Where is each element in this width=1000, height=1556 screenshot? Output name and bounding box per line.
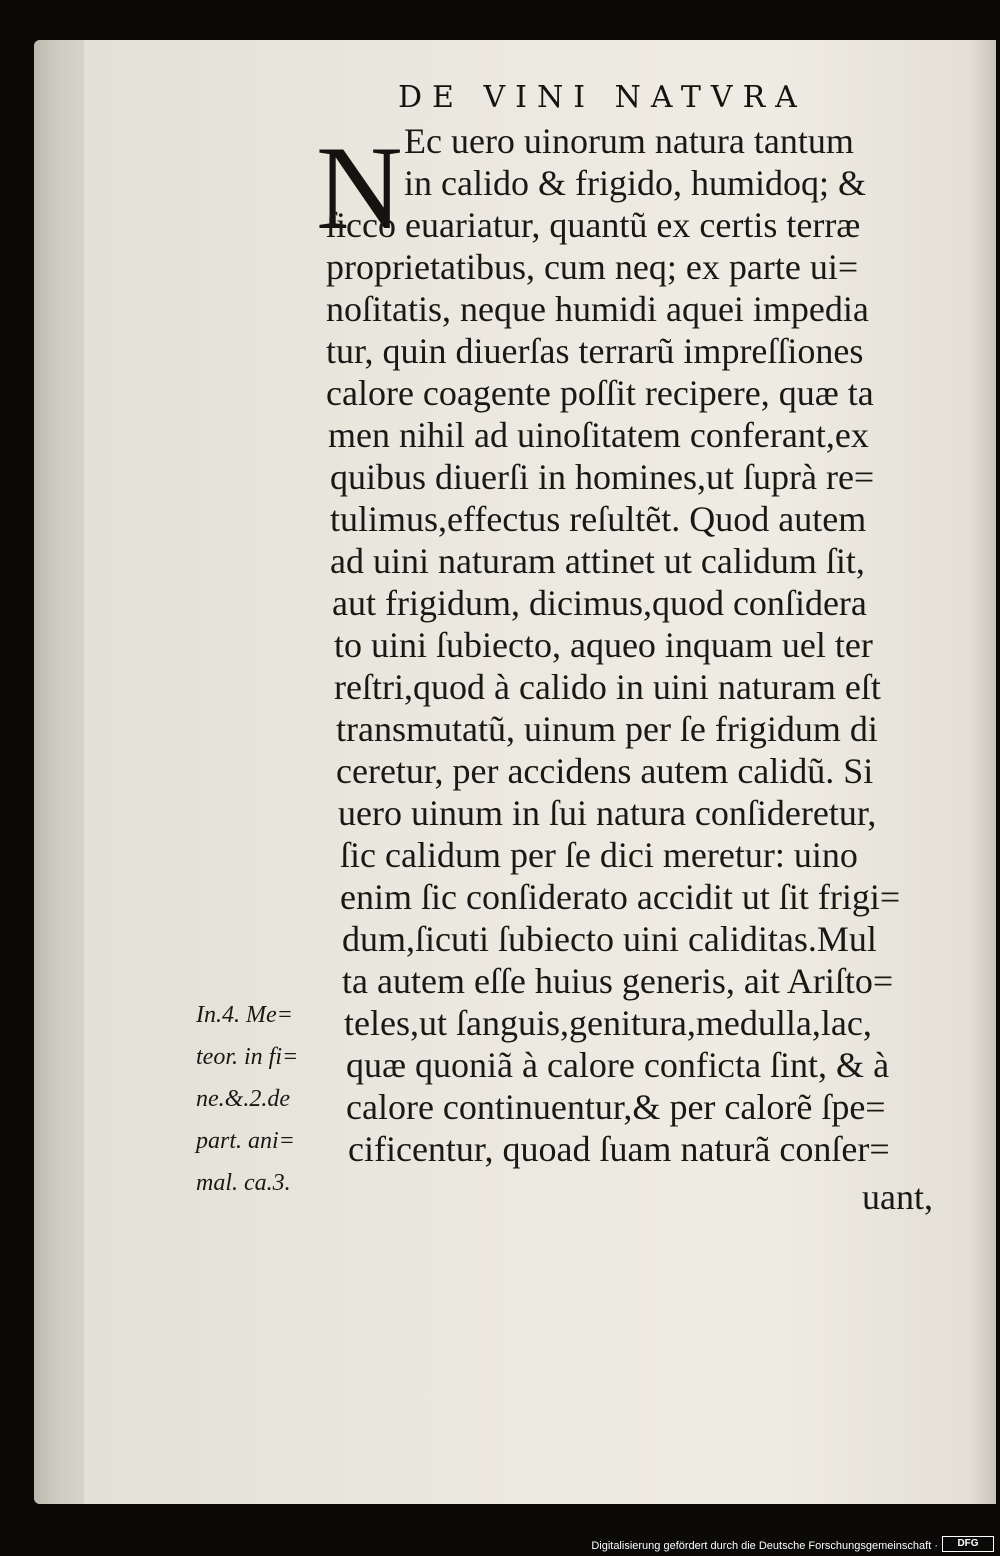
marginal-note-line: In.4. Me= xyxy=(196,1002,293,1028)
body-line: cificentur, quoad ſuam naturã conſer= xyxy=(348,1129,890,1169)
body-line: Ec uero uinorum natura tantum xyxy=(404,121,854,161)
body-line: dum,ſicuti ſubiecto uini caliditas.Mul xyxy=(342,919,877,959)
body-line: in calido & frigido, humidoq; & xyxy=(404,163,866,203)
digitization-credit: Digitalisierung gefördert durch die Deutsche Forschungsgemeinschaft · xyxy=(591,1540,938,1552)
marginal-note-line: teor. in fi= xyxy=(196,1044,299,1070)
gutter-shadow xyxy=(970,40,996,1504)
body-line: ad uini naturam attinet ut calidum ſit, xyxy=(330,541,865,581)
body-line: tur, quin diuerſas terrarũ impreſſiones xyxy=(326,331,864,371)
running-head: DE VINI NATVRA xyxy=(398,80,807,115)
body-line: quibus diuerſi in homines,ut ſuprà re= xyxy=(330,457,875,497)
body-line: ſicco euariatur, quantũ ex certis terræ xyxy=(326,205,861,245)
marginal-note xyxy=(196,994,298,1204)
body-line: transmutatũ, uinum per ſe frigidum di xyxy=(336,709,878,749)
body-line: ſic calidum per ſe dici meretur: uino xyxy=(340,835,858,875)
body-line: quæ quoniã à calore confiᴄta ſint, & à xyxy=(346,1045,890,1085)
body-line: ceretur, per accidens autem calidũ. Si xyxy=(336,751,874,791)
body-line: proprietatibus, cum neq; ex parte ui= xyxy=(326,247,859,287)
body-line: noſitatis, neque humidi aquei impedia xyxy=(326,289,869,329)
drop-cap: N xyxy=(316,121,403,254)
body-line: teles,ut ſanguis,genitura,medulla,lac, xyxy=(344,1003,872,1043)
body-line: calore coagente poſſit recipere, quæ ta xyxy=(326,373,874,413)
catchword: uant, xyxy=(862,1177,933,1217)
body-line: tulimus,effectus reſultẽt. Quod autem xyxy=(330,499,867,539)
dfg-logo: DFG xyxy=(942,1536,994,1552)
body-line: calore continuentur,& per calorẽ ſpe= xyxy=(346,1087,886,1127)
body-line: enim ſic conſiderato accidit ut ſit frigi= xyxy=(340,877,901,917)
body-line: ta autem eſſe huius generis, ait Ariſto= xyxy=(342,961,894,1001)
body-line: uero uinum in ſui natura conſideretur, xyxy=(338,793,877,833)
marginal-note-line: ne.&.2.de xyxy=(196,1086,290,1112)
marginal-note-line: part. ani= xyxy=(196,1128,295,1154)
marginal-note-line: mal. ca.3. xyxy=(196,1170,291,1196)
page-fore-edge xyxy=(34,40,84,1504)
body-line: men nihil ad uinoſitatem conferant,ex xyxy=(328,415,869,455)
body-line: to uini ſubiecto, aqueo inquam uel ter xyxy=(334,625,873,665)
body-line: reſtri,quod à calido in uini naturam eſt xyxy=(334,667,881,707)
body-line: aut frigidum, dicimus,quod conſidera xyxy=(332,583,867,623)
